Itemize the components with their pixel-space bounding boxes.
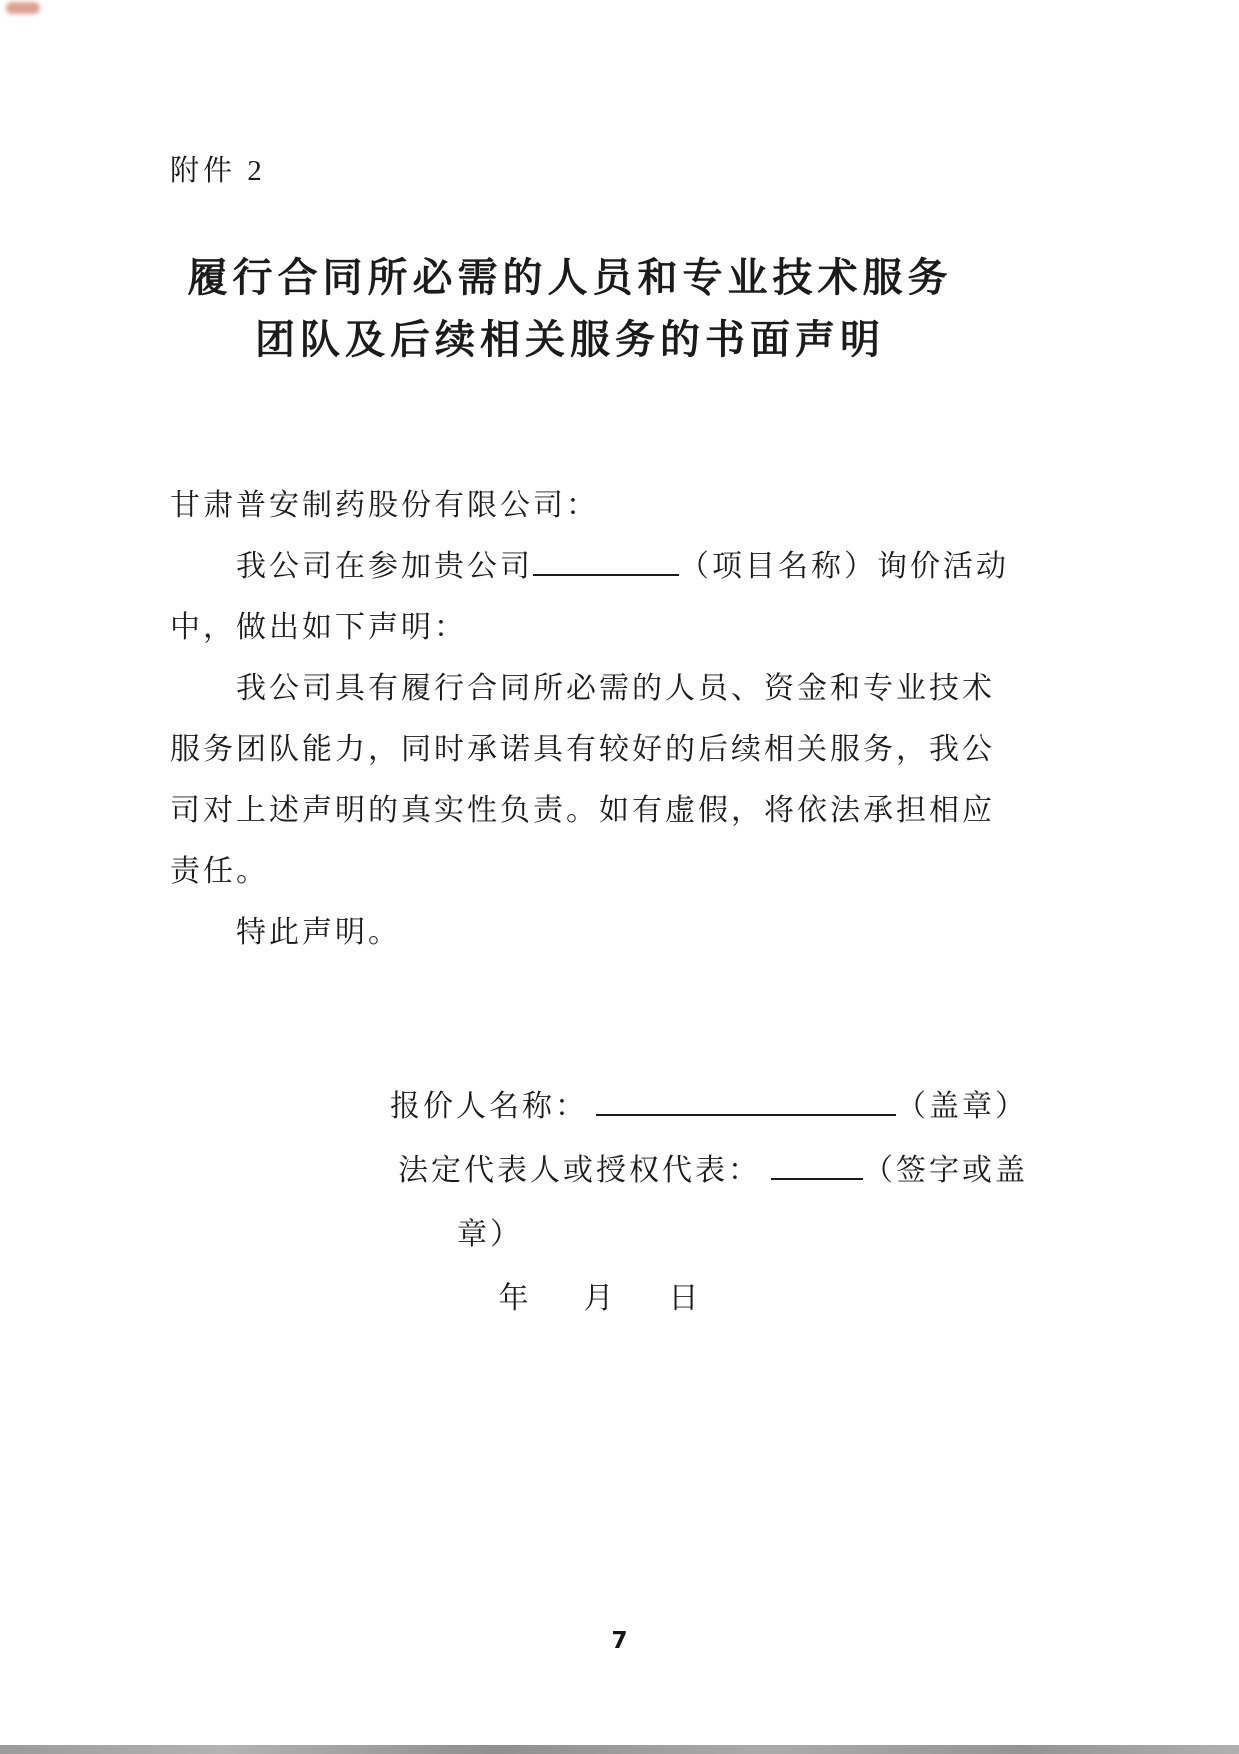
closing-statement: 特此声明。 — [236, 916, 401, 949]
legal-representative-row — [170, 1139, 1028, 1203]
paragraph1-line2: 中，做出如下声明： — [170, 611, 467, 644]
document-title-line2: 团队及后续相关服务的书面声明 — [255, 317, 885, 362]
rep-sign-suffix-line1: （签字或盖 — [863, 1154, 1028, 1187]
project-name-blank — [533, 546, 679, 576]
bidder-name-row — [170, 1075, 1028, 1139]
rep-sign-suffix-line2: 章） — [457, 1218, 523, 1251]
date-month-label: 月 — [583, 1282, 617, 1315]
date-row — [170, 1267, 970, 1331]
page-number: 7 — [611, 1628, 628, 1654]
date-year-label: 年 — [498, 1282, 532, 1315]
scan-edge-strip — [0, 1745, 1239, 1754]
paragraph1-line1 — [170, 536, 1009, 597]
date-day-label: 日 — [668, 1282, 702, 1315]
paragraph2-line2: 服务团队能力，同时承诺具有较好的后续相关服务，我公 — [170, 733, 995, 766]
paragraph2-line4: 责任。 — [170, 855, 269, 888]
signature-block — [170, 1075, 1028, 1331]
bidder-name-blank — [596, 1086, 896, 1116]
legal-representative-blank — [771, 1150, 863, 1180]
document-body — [170, 475, 1009, 963]
paragraph1-before-blank: 我公司在参加贵公司 — [236, 550, 533, 583]
document-title — [170, 247, 970, 371]
scan-artifact-corner-mark — [6, 2, 40, 14]
bidder-name-label: 报价人名称： — [390, 1090, 588, 1123]
paragraph2-line3: 司对上述声明的真实性负责。如有虚假，将依法承担相应 — [170, 794, 995, 827]
bidder-seal-suffix: （盖章） — [896, 1090, 1028, 1123]
paragraph1-after-blank: （项目名称）询价活动 — [679, 550, 1009, 583]
document-title-line1: 履行合同所必需的人员和专业技术服务 — [187, 255, 953, 300]
document-content — [170, 148, 1028, 1331]
attachment-label: 附件 2 — [170, 155, 266, 187]
legal-representative-label: 法定代表人或授权代表： — [398, 1154, 761, 1187]
salutation: 甘肃普安制药股份有限公司： — [170, 489, 599, 522]
paragraph2-line1: 我公司具有履行合同所必需的人员、资金和专业技术 — [236, 672, 995, 705]
